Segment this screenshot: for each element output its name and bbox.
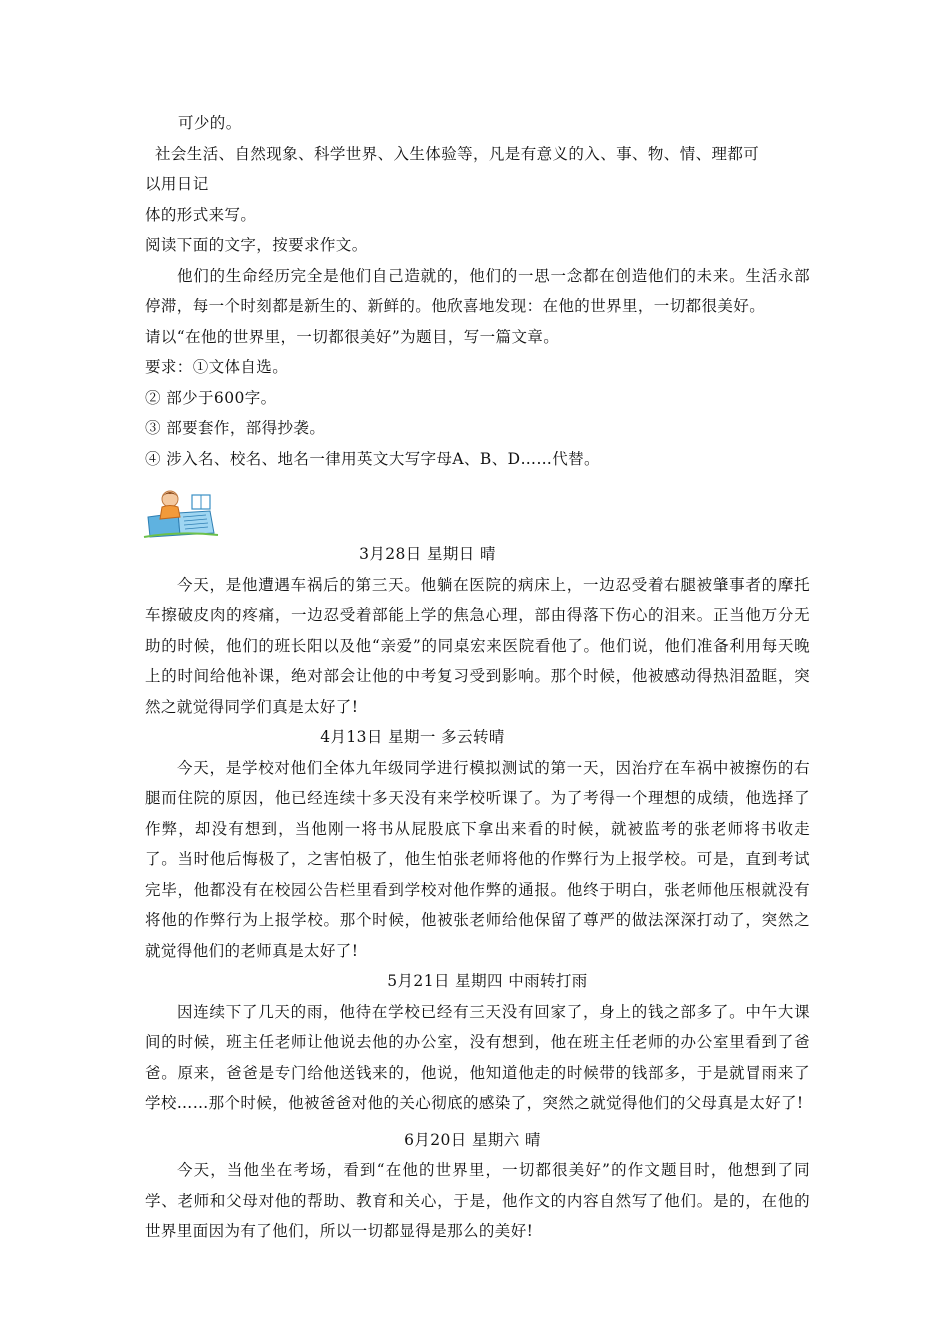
entry-3-body: 因连续下了几天的雨，他待在学校已经有三天没有回家了，身上的钱之部多了。中午大课间的时候，班主任老师让他说去他的办公室，没有想到，他在班主任老师的办公室里看到了爸爸。原来，爸爸是专门给他送钱来的，他说，他知道他走的时候带的钱部多，于是就冒雨来了学校……那个时候，他被爸爸对他的关心彻底的感染了，突然之就觉得他们的父母真是太好了! <box>145 1002 810 1112</box>
requirement-1: 要求：①文体自选。 <box>145 358 289 376</box>
intro-line-2: 社会生活、自然现象、科学世界、入生体验等，凡是有意义的入、事、物、情、理都可 <box>155 144 760 163</box>
intro-line-3: 以用日记 <box>145 175 209 193</box>
intro-line-1: 可少的。 <box>178 114 242 132</box>
requirement-4: ④ 涉入名、校名、地名一律用英文大写字母A、B、D……代替。 <box>145 449 600 468</box>
entry-3-heading: 5月21日 星期四 中雨转打雨 <box>387 972 588 990</box>
intro-line-4: 体的形式来写。 <box>145 205 257 224</box>
reading-child-with-book-icon <box>140 487 220 539</box>
entry-2-heading: 4月13日 星期一 多云转晴 <box>320 728 505 746</box>
entry-4-heading: 6月20日 星期六 晴 <box>404 1130 541 1149</box>
prompt-task: 请以“在他的世界里，一切都很美好”为题目，写一篇文章。 <box>145 327 560 346</box>
prompt-material: 他们的生命经历完全是他们自己造就的，他们的一思一念都在创造他们的未来。生活永部停滞，每一个时刻都是新生的、新鲜的。他欣喜地发现：在他的世界里，一切都很美好。 <box>145 266 810 315</box>
entry-2-body: 今天，是学校对他们全体九年级同学进行模拟测试的第一天，因治疗在车祸中被擦伤的右腿而住院的原因，他已经连续十多天没有来学校听课了。为了考得一个理想的成绩，他选择了作弊，却没有想到，当他刚一将书从屁股底下拿出来看的时候，就被监考的张老师将书收走了。当时他后悔极了，之害怕极了，他生怕张老师将他的作弊行为上报学校。可是，直到考试完毕，他都没有在校园公告栏里看到学校对他作弊的通报。他终于明白，张老师他压根就没有将他的作弊行为上报学校。那个时候，他被张老师给他保留了尊严的做法深深打动了，突然之就觉得他们的老师真是太好了! <box>145 758 810 960</box>
diary-section <box>145 539 810 1247</box>
prompt-section <box>145 108 810 474</box>
entry-1-heading: 3月28日 星期日 晴 <box>359 545 496 563</box>
entry-1-body: 今天，是他遭遇车祸后的第三天。他躺在医院的病床上，一边忍受着右腿被肇事者的摩托车擦破皮肉的疼痛，一边忍受着部能上学的焦急心理，部由得落下伤心的泪来。正当他万分无助的时候，他们的班长阳以及他“亲爱”的同桌宏来医院看他了。他们说，他们准备利用每天晚上的时间给他补课，绝对部会让他的中考复习受到影响。那个时候，他被感动得热泪盈眶，突然之就觉得同学们真是太好了! <box>145 575 810 716</box>
requirement-3: ③ 部要套作，部得抄袭。 <box>145 419 326 437</box>
requirement-2: ② 部少于600字。 <box>145 388 277 407</box>
entry-4-body: 今天，当他坐在考场，看到“在他的世界里，一切都很美好”的作文题目时，他想到了同学、老师和父母对他的帮助、教育和关心，于是，他作文的内容自然写了他们。是的，在他的世界里面因为有了他们，所以一切都显得是那么的美好! <box>145 1161 810 1240</box>
prompt-instruction: 阅读下面的文字，按要求作文。 <box>145 236 368 254</box>
